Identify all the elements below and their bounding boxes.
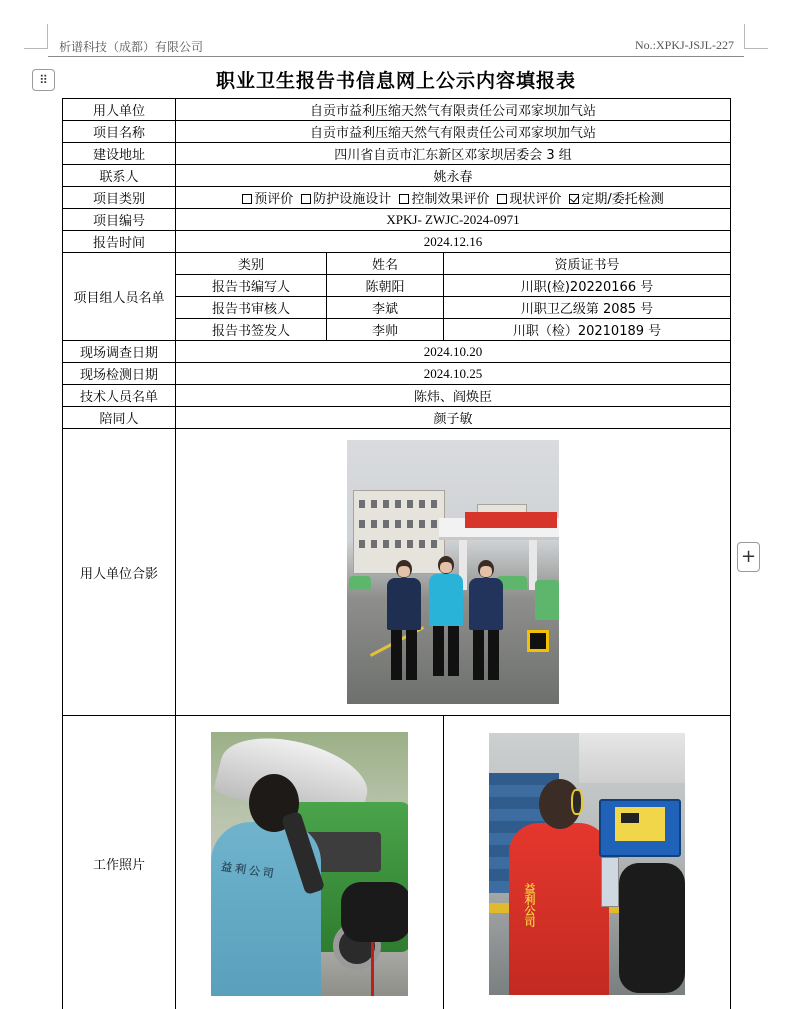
report-time-value[interactable]: 2024.12.16: [176, 231, 731, 253]
team-cert[interactable]: 川职(检)20220166 号: [444, 275, 731, 297]
ceiling-shape: [579, 733, 685, 783]
table-row: [63, 187, 731, 209]
worker-arm: [341, 882, 408, 942]
survey-date-label: 现场调查日期: [63, 341, 176, 363]
crop-mark: [744, 24, 745, 49]
add-row-button[interactable]: +: [737, 542, 760, 572]
crop-mark: [744, 48, 768, 49]
table-row: [63, 165, 731, 187]
absorption-tube: [601, 857, 619, 907]
header-doc-number: No.:XPKJ-JSJL-227: [634, 38, 734, 52]
checked-checkbox-icon[interactable]: [569, 194, 579, 204]
gas-cable: [371, 942, 374, 996]
detect-date-value[interactable]: 2024.10.25: [176, 363, 731, 385]
crop-mark: [24, 48, 48, 49]
tech-staff-value[interactable]: 陈炜、阎焕臣: [176, 385, 731, 407]
window-shape: [359, 520, 439, 528]
document-title: 职业卫生报告书信息网上公示内容填报表: [215, 70, 576, 92]
report-time-label: 报告时间: [63, 231, 176, 253]
team-header-cert: 资质证书号: [444, 253, 731, 275]
category-label: 项目类别: [63, 187, 176, 209]
table-row: [63, 363, 731, 385]
team-role: 报告书编写人: [176, 275, 327, 297]
team-name[interactable]: 李帅: [327, 319, 444, 341]
group-photo-label: 用人单位合影: [63, 429, 176, 716]
category-option-pre-assessment[interactable]: 预评价: [242, 192, 293, 207]
team-header-role: 类别: [176, 253, 327, 275]
checkbox-icon[interactable]: [242, 194, 252, 204]
detect-date-label: 现场检测日期: [63, 363, 176, 385]
accompany-value[interactable]: 颜子敏: [176, 407, 731, 429]
accompany-label: 陪同人: [63, 407, 176, 429]
category-option-protection-design[interactable]: 防护设施设计: [301, 192, 391, 207]
work-photo-cell: [176, 716, 444, 1009]
worker-arm: [619, 863, 685, 993]
project-name-label: 项目名称: [63, 121, 176, 143]
work-photos-label: 工作照片: [63, 716, 176, 1009]
employer-value[interactable]: 自贡市益利压缩天然气有限责任公司邓家坝加气站: [176, 99, 731, 121]
car-shape: [349, 576, 371, 590]
address-label: 建设地址: [63, 143, 176, 165]
team-cert[interactable]: 川职卫乙级第 2085 号: [444, 297, 731, 319]
disclosure-form-table: [62, 98, 731, 1009]
table-row: [63, 429, 731, 716]
work-photo-image[interactable]: [211, 732, 408, 996]
warning-sign: [527, 630, 549, 652]
employer-label: 用人单位: [63, 99, 176, 121]
project-no-label: 项目编号: [63, 209, 176, 231]
header-rule: [48, 56, 744, 57]
car-shape: [535, 580, 559, 620]
ear-protector-icon: [571, 789, 583, 815]
work-photo-image[interactable]: [489, 733, 685, 995]
table-row: [63, 253, 731, 275]
team-cert[interactable]: 川职（检）20210189 号: [444, 319, 731, 341]
team-role: 报告书签发人: [176, 319, 327, 341]
team-header-name: 姓名: [327, 253, 444, 275]
table-row: [63, 341, 731, 363]
table-row: [63, 143, 731, 165]
team-label: 项目组人员名单: [63, 253, 176, 341]
contact-value[interactable]: 姚永春: [176, 165, 731, 187]
project-no-value[interactable]: XPKJ- ZWJC-2024-0971: [176, 209, 731, 231]
table-row: [63, 121, 731, 143]
shirt-text: 益利公司: [220, 859, 278, 881]
table-row: [63, 99, 731, 121]
team-name[interactable]: 李斌: [327, 297, 444, 319]
team-name[interactable]: 陈朝阳: [327, 275, 444, 297]
group-photo-image[interactable]: [347, 440, 559, 704]
category-option-status-assessment[interactable]: 现状评价: [497, 192, 561, 207]
table-drag-handle-icon[interactable]: ⠿: [32, 69, 55, 91]
table-row: [63, 716, 731, 1009]
table-row: [63, 385, 731, 407]
project-name-value[interactable]: 自贡市益利压缩天然气有限责任公司邓家坝加气站: [176, 121, 731, 143]
shirt-text: 益利公司: [523, 882, 536, 927]
team-role: 报告书审核人: [176, 297, 327, 319]
category-options: [176, 187, 731, 209]
category-option-periodic-detection[interactable]: 定期/委托检测: [569, 192, 663, 207]
work-photo-cell: [444, 716, 731, 1009]
table-row: [63, 231, 731, 253]
header-company: 析谱科技（成都）有限公司: [59, 40, 204, 54]
address-value[interactable]: 四川省自贡市汇东新区邓家坝居委会 3 组: [176, 143, 731, 165]
checkbox-icon[interactable]: [399, 194, 409, 204]
table-row: [63, 209, 731, 231]
detector-screen: [621, 813, 639, 823]
category-option-control-effect[interactable]: 控制效果评价: [399, 192, 489, 207]
checkbox-icon[interactable]: [497, 194, 507, 204]
table-row: [63, 407, 731, 429]
checkbox-icon[interactable]: [301, 194, 311, 204]
survey-date-value[interactable]: 2024.10.20: [176, 341, 731, 363]
window-shape: [359, 500, 439, 508]
tech-staff-label: 技术人员名单: [63, 385, 176, 407]
window-shape: [359, 540, 439, 548]
contact-label: 联系人: [63, 165, 176, 187]
crop-mark: [47, 24, 48, 49]
group-photo-cell: [176, 429, 731, 716]
station-sign: [465, 512, 557, 528]
